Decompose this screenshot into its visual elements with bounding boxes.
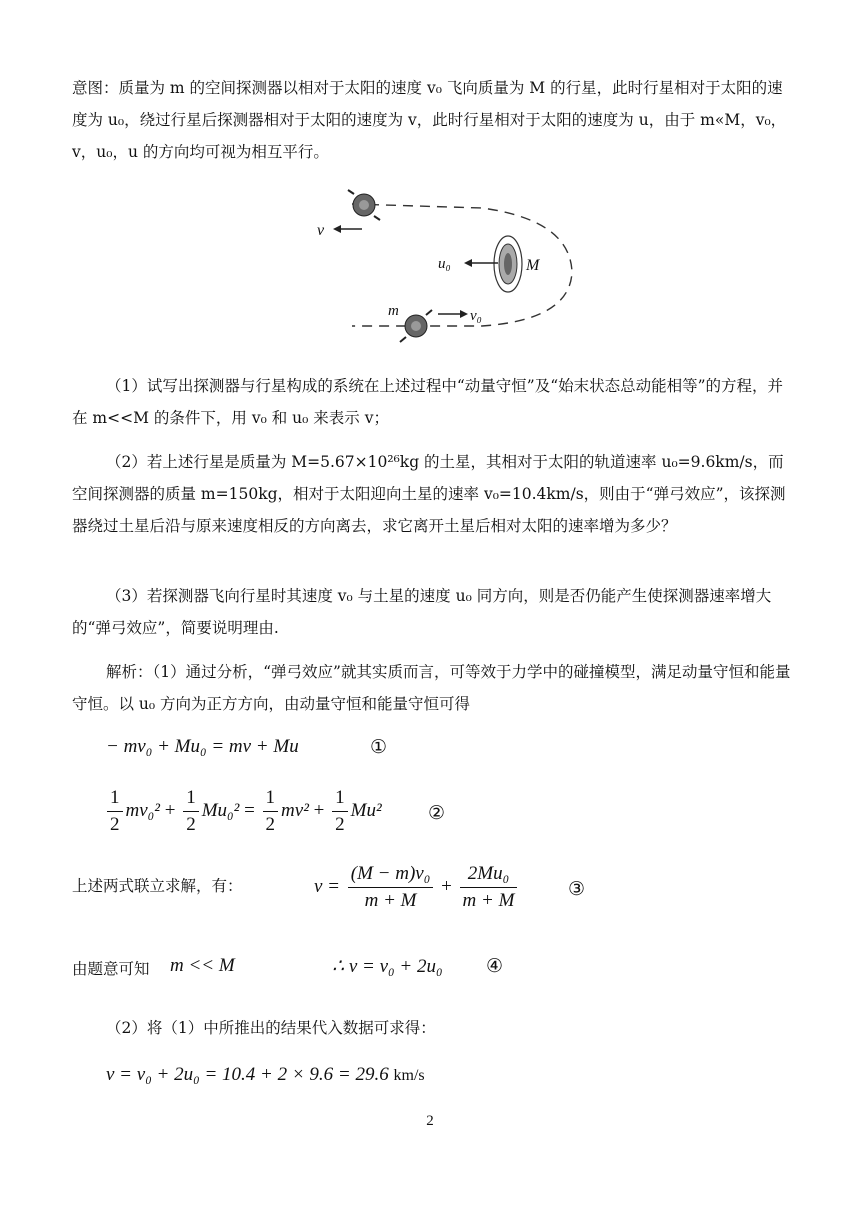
equation-4-result: ∴ v = v₀ + 2u₀ — [332, 956, 443, 977]
equation-3: v = $\frac{\text{(M − m)v₀}}{m + M}$ + $\frac{\text{2Mu₀}}{m + M}$ — [314, 862, 520, 913]
equation-2: $\frac{1}{2}$ mv₀² + $\frac{1}{2}$ Mu₀² = $\frac{1}{2}$ mv² + $\frac{1}{2}$ Mu² — [104, 786, 382, 837]
part-2-heading: （2）将（1）中所推出的结果代入数据可求得： — [106, 1019, 436, 1037]
page-number: 2 — [426, 1113, 434, 1129]
question-2: （2）若上述行星是质量为 M=5.67×10²⁶kg 的土星，其相对于太阳的轨道速率 u₀=9.6km/s，而空间探测器的质量 m=150kg，相对于太阳迎向土星的速率 v₀=10.4km/s，则由于“弹弓效应”，该探测器绕过土星后沿与原来速度相反的方向离去，求它离开土星后相对太阳的速率增为多少？ — [72, 453, 786, 535]
analysis-paragraph: 解析：（1）通过分析，“弹弓效应”就其实质而言，可等效于力学中的碰撞模型，满足动量守恒和能量守恒。以 u₀ 方向为正方方向，由动量守恒和能量守恒可得 — [72, 663, 791, 713]
label-v: v — [317, 222, 325, 239]
question-3: （3）若探测器飞向行星时其速度 v₀ 与土星的速度 u₀ 同方向，则是否仍能产生使探测器速率增大的“弹弓效应”，简要说明理由. — [72, 587, 772, 637]
probe-top-icon — [348, 190, 380, 220]
equation-2-mark: ② — [428, 802, 446, 824]
equation-1-mark: ① — [370, 736, 388, 758]
equation-4-mark: ④ — [486, 955, 504, 977]
equation-4-prefix: 由题意可知 — [72, 960, 150, 978]
label-u0: u₀ — [438, 256, 451, 272]
equation-3-mark: ③ — [568, 878, 586, 900]
equation-4-condition: m << M — [170, 955, 235, 976]
question-1: （1）试写出探测器与行星构成的系统在上述过程中“动量守恒”及“始末状态总动能相等”的方程，并在 m<<M 的条件下，用 v₀ 和 u₀ 来表示 v； — [72, 377, 784, 427]
label-m: m — [388, 303, 399, 319]
probe-bottom-icon — [400, 310, 432, 342]
equation-1: − mv₀ + Mu₀ = mv + Mu — [106, 736, 299, 757]
label-M: M — [526, 257, 540, 274]
intro-paragraph: 意图：质量为 m 的空间探测器以相对于太阳的速度 v₀ 飞向质量为 M 的行星，此时行星相对于太阳的速度为 u₀，绕过行星后探测器相对于太阳的速度为 v，此时行星相对于太阳的速度为 u，由于 m«M，v₀，v，u₀，u 的方向均可视为相互平行。 — [72, 79, 787, 161]
equation-5: v = v₀ + 2u₀ = 10.4 + 2 × 9.6 = 29.6 km/s — [106, 1064, 425, 1085]
equation-3-prefix: 上述两式联立求解，有： — [72, 877, 243, 895]
label-v0: v₀ — [470, 308, 482, 324]
planet-icon — [494, 236, 522, 292]
